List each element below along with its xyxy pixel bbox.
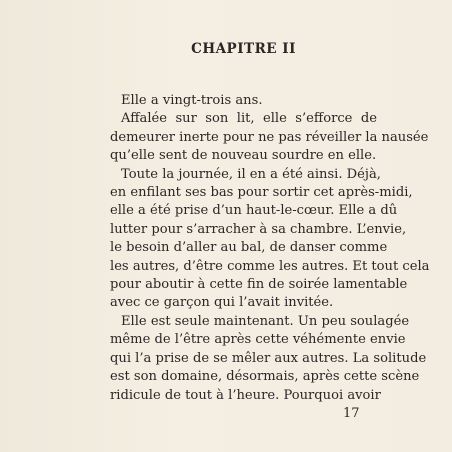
paragraph-4: [110, 313, 427, 405]
text-line: Toute la journée, il en a été ainsi. Déjà,: [121, 166, 381, 182]
paragraph-1: [110, 92, 377, 110]
text-line: en enfilant ses bas pour sortir cet après-midi,: [110, 185, 413, 201]
paragraph-3: [110, 166, 430, 313]
page-text-block: [110, 40, 430, 405]
text-line: avec ce garçon qui l’avait invitée.: [110, 295, 334, 311]
text-line: Elle est seule maintenant. Un peu soulagée: [121, 313, 410, 329]
text-line: Affalée sur son lit, elle s’efforce de: [121, 111, 377, 127]
text-line: le besoin d’aller au bal, de danser comme: [110, 240, 388, 256]
text-line: Elle a vingt-trois ans.: [121, 93, 263, 108]
text-line: elle a été prise d’un haut-le-cœur. Elle a dû: [110, 203, 398, 219]
text-line: ridicule de tout à l’heure. Pourquoi avoir: [110, 387, 381, 403]
text-line: qu’elle sent de nouveau sourdre en elle.: [110, 148, 377, 164]
text-line: demeurer inerte pour ne pas réveiller la nausée: [110, 129, 429, 145]
page-number: 17: [343, 406, 360, 421]
text-line: qui l’a prise de se mêler aux autres. La solitude: [110, 350, 427, 366]
text-line: même de l’être après cette véhémente envie: [110, 332, 406, 348]
text-line: lutter pour s’arracher à sa chambre. L’envie,: [110, 221, 407, 237]
text-line: les autres, d’être comme les autres. Et tout cela: [110, 258, 430, 274]
text-line: est son domaine, désormais, après cette scène: [110, 369, 420, 385]
paragraph-2: [110, 110, 429, 165]
chapter-title: CHAPITRE II: [191, 41, 296, 57]
text-line: pour aboutir à cette fin de soirée lamentable: [110, 277, 408, 293]
